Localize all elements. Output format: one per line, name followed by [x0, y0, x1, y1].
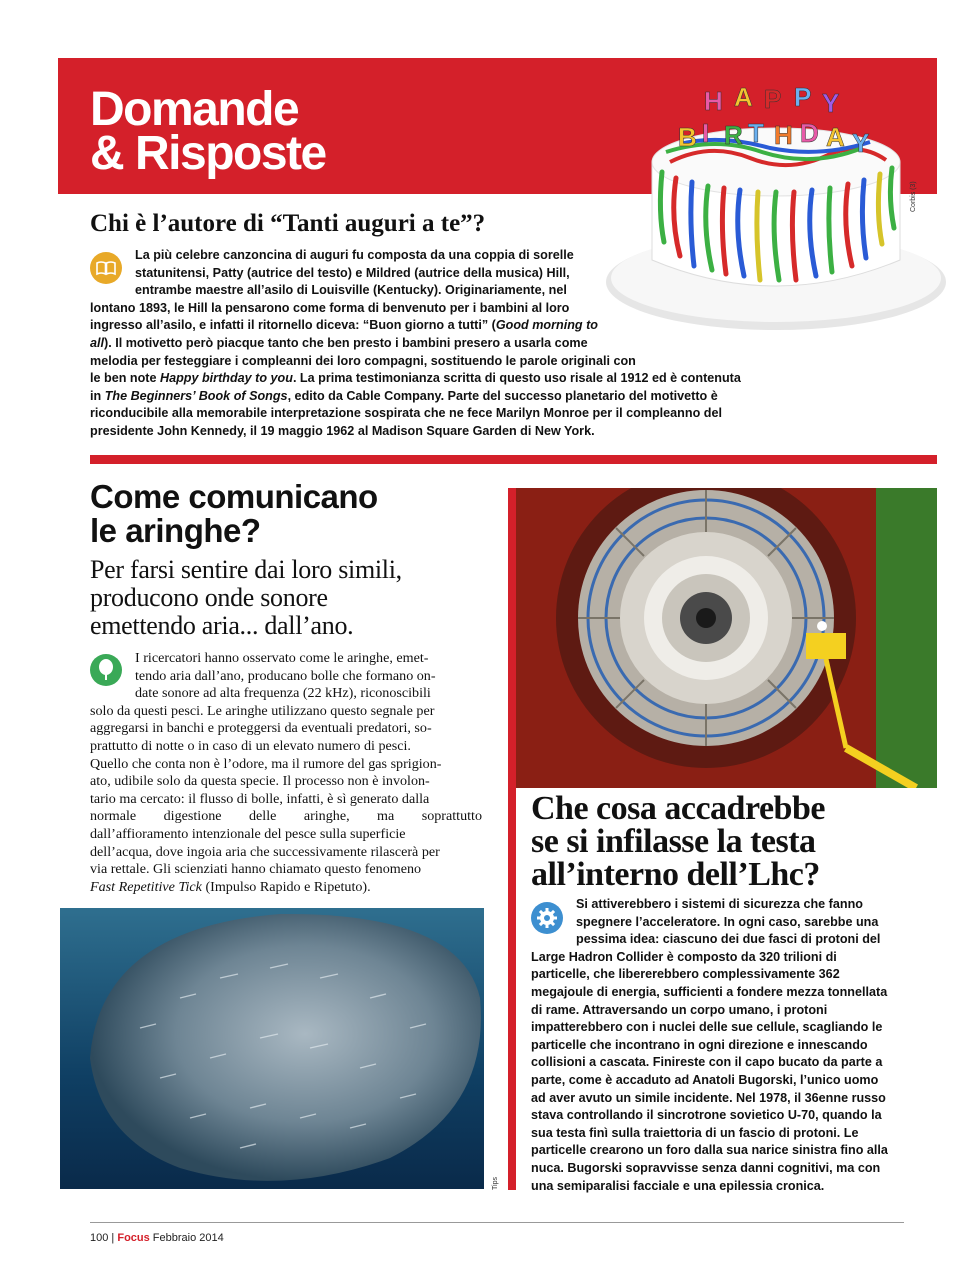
q1-line: presidente John Kennedy, il 19 maggio 1962 al Madison Square Garden di New York.: [90, 423, 595, 438]
q1-line: in The Beginners’ Book of Songs, edito da Cable Company. Parte del successo planetario del motivetto è: [90, 388, 718, 403]
cake-letter: Y: [822, 88, 840, 118]
q1-line: entrambe maestre all’asilo di Louisville (Kentucky). Originariamente, nel: [135, 283, 567, 298]
q2-title: Come comunicano le aringhe?: [90, 478, 378, 549]
cake-letter: Y: [852, 128, 870, 158]
q1-line: riconducibile alla memorabile interpretazione sospirata che ne fece Marilyn Monroe per il compleanno del: [90, 406, 722, 421]
section-divider: [90, 455, 937, 464]
q1-line: le ben note Happy birthday to you. La prima testimonianza scritta di questo uso risale al 1912 ed è contenuta: [90, 371, 741, 386]
q1-line: all). Il motivetto però piacque tanto che ben presto i bambini presero a usarla come: [90, 335, 588, 350]
cake-letter: I: [702, 118, 710, 148]
lhc-detector-photo: [516, 488, 937, 788]
footer-rule: [90, 1222, 904, 1223]
cake-letter: R: [724, 120, 743, 150]
cake-letter: D: [800, 118, 819, 148]
q2-answer: I ricercatori hanno osservato come le aringhe, emet- tendo aria dall’ano, producano bolle che formano on- date sonore ad alta frequenza (22 kHz), riconoscibili solo da questi pesci. Le aringhe utilizzano questo segnale per aggregarsi in banchi e proteggersi da eventuali predatori, so- prattutto di notte o in caso di un elevato numero di pesci. Quello che conta non è l’odore, ma il rumore del gas sprigion- ato, udibile solo da questa specie. Il processo non è involon- tario ma cercato: il flusso di bolle, infatti, è sì generato dalla normale digestione delle aringhe, ma soprattutto dall’affioramento intenzionale del pesce sulla superficie dell’acqua, dove ingoia aria che successivamente rilascerà per via rettale. Gli scienziati hanno chiamato questo fenomeno Fast Repetitive Tick (Impulso Rapido e Ripetuto).: [90, 650, 482, 895]
cake-letter: T: [748, 118, 764, 148]
q1-line: lontano 1893, le Hill la pensarono come forma di benvenuto per i bambini al loro: [90, 300, 570, 315]
photo-credit-tips: Tips: [492, 1177, 499, 1190]
cake-letter: H: [774, 120, 793, 150]
accent-bar: [508, 488, 516, 1190]
page-footer: 100 | Focus Febbraio 2014: [90, 1232, 224, 1244]
section-title-line2: & Risposte: [90, 127, 326, 180]
magazine-brand: Focus: [117, 1232, 150, 1244]
section-title-line1: Domande: [90, 83, 299, 136]
q1-answer: [90, 247, 770, 441]
q1-line: melodia per festeggiare i compleanni dei loro compagni, sostituendo le parole originali con: [90, 353, 636, 368]
q1-title: Chi è l’autore di “Tanti auguri a te”?: [90, 210, 486, 237]
page-number: 100: [90, 1232, 109, 1244]
cake-letter: A: [734, 82, 753, 112]
cake-letter: A: [826, 122, 845, 152]
herring-school-photo: [60, 908, 484, 1189]
issue-date: Febbraio 2014: [149, 1232, 224, 1244]
q1-line: La più celebre canzoncina di auguri fu composta da una coppia di sorelle: [135, 248, 574, 262]
q1-line: ingresso all’asilo, e infatti il ritornello diceva: “Buon giorno a tutti” (Good morning to: [90, 318, 598, 333]
section-title: [90, 83, 326, 180]
cake-letter: H: [704, 86, 723, 116]
q1-line: statunitensi, Patty (autrice del testo) e Mildred (autrice della musica) Hill,: [135, 265, 570, 280]
q2-subtitle: Per farsi sentire dai loro simili, producono onde sonore emettendo aria... dall’ano.: [90, 555, 402, 640]
photo-credit-corbis: Corbis (3): [910, 181, 917, 212]
cake-letter: B: [678, 122, 697, 152]
cake-letter: P: [764, 84, 782, 114]
q3-answer: Si attiverebbero i sistemi di sicurezza che fanno spegnere l’acceleratore. In ogni caso, sarebbe una pessima idea: ciascuno dei due fasci di protoni del Large Hadron Collider è composto da 320 trilioni di particelle, che libererebbero complessivamente 362 megajoule di energia, sufficienti a fondere mezza tonnellata di rame. Attraversando un corpo umano, i protoni impatterebbero con i nuclei delle sue cellule, scagliando le particelle che incontrano in ogni direzione e innescando collisioni a cascata. Finireste con il capo bucato da parte a parte, come è accaduto ad Anatoli Bugorski, l’unico uomo ad aver avuto un simile incidente. Nel 1978, il 36enne russo stava controllando il sincrotrone sovietico U-70, quando la sua testa finì sulla traiettoria di un fascio di protoni. Le particelle crearono un foro dalla sua narice sinistra fino alla nuca. Bugorski sopravvisse senza danni cognitivi, ma con una semiparalisi facciale e una epilessia cronica.: [531, 897, 888, 1193]
cake-letter: P: [794, 82, 812, 112]
q3-title: Che cosa accadrebbe se si infilasse la testa all’interno dell’Lhc?: [531, 790, 825, 893]
